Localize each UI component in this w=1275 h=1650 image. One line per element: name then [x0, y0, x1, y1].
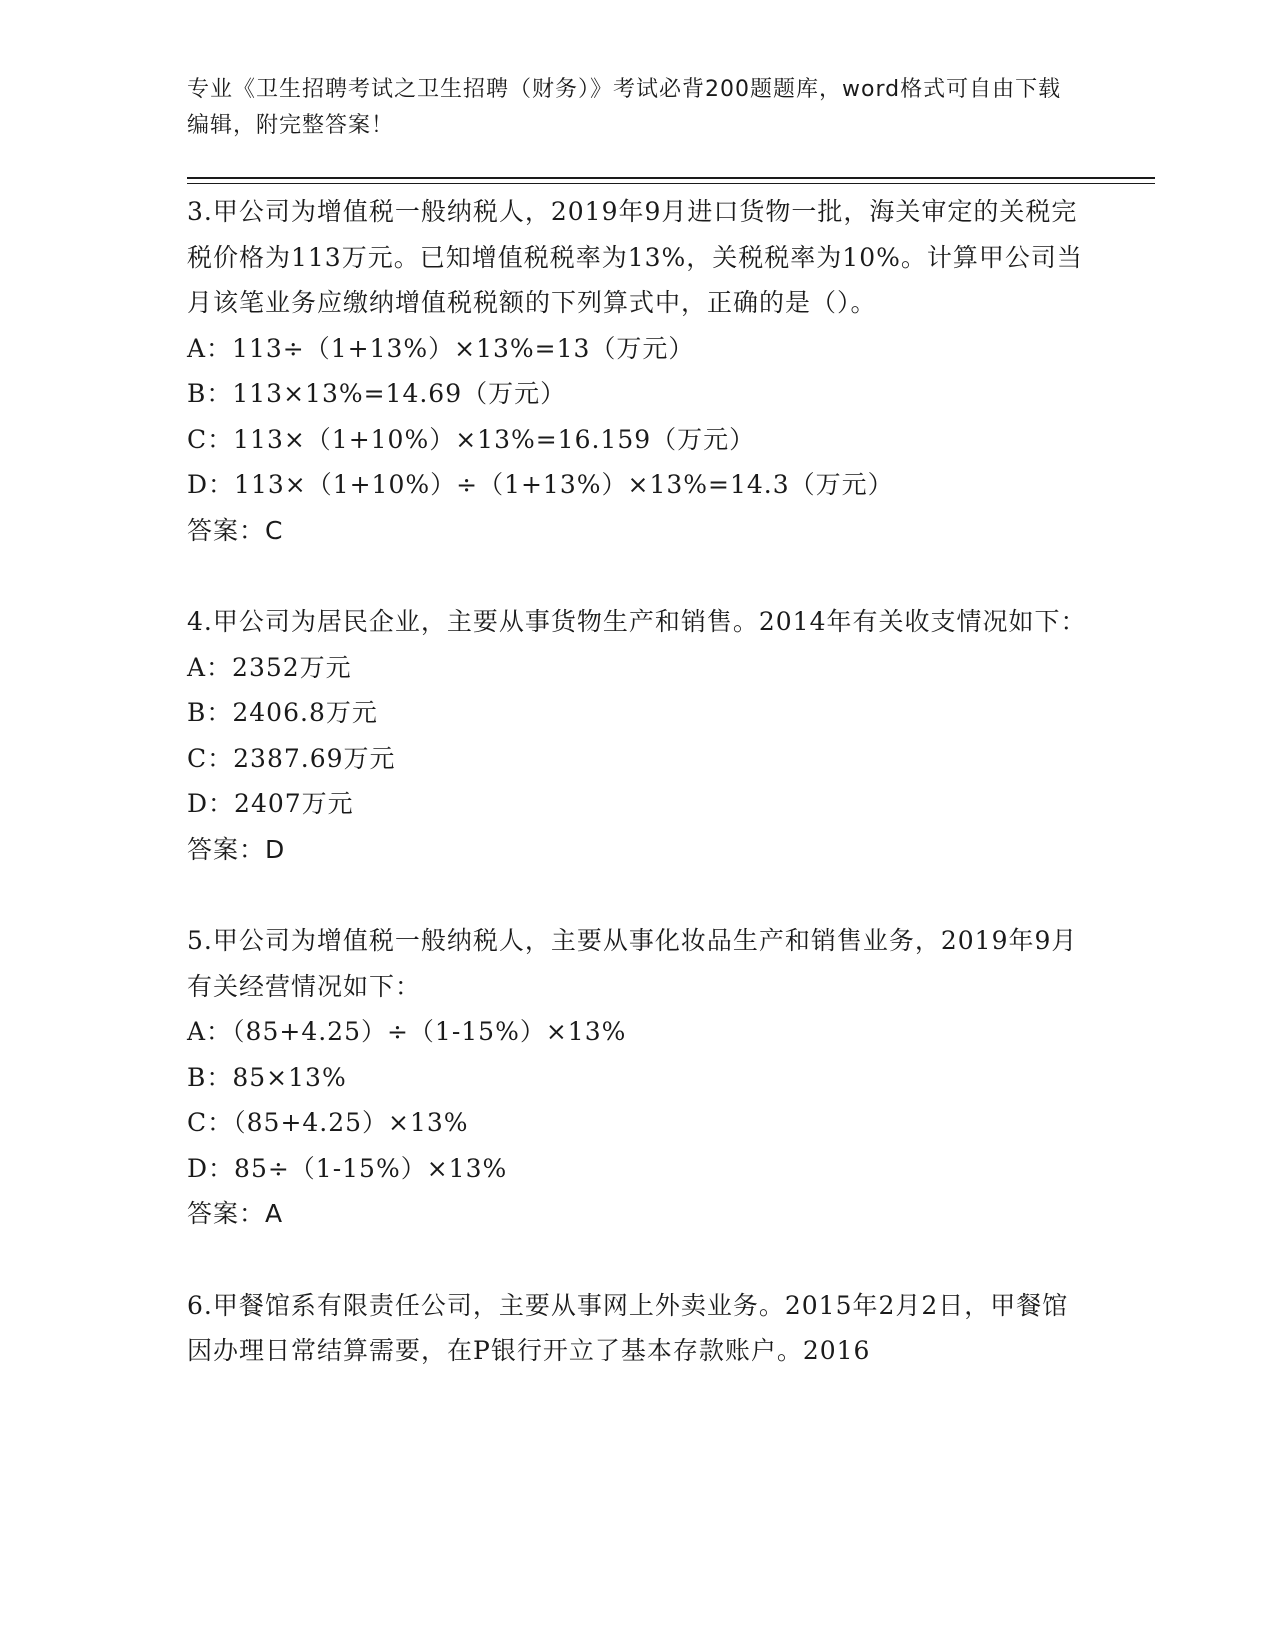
header-divider-thin	[187, 183, 1155, 184]
question-text: 5.甲公司为增值税一般纳税人，主要从事化妆品生产和销售业务，2019年9月有关经营情况如下：	[187, 926, 1078, 1001]
option-d: D：85÷（1-15%）×13%	[187, 1153, 508, 1183]
option-c: C：113×（1+10%）×13%=16.159（万元）	[187, 424, 756, 454]
option-a: A：2352万元	[187, 652, 352, 682]
header-divider-thick	[187, 177, 1155, 179]
question-5	[187, 918, 1087, 1237]
answer-label: 答案：A	[187, 1199, 284, 1228]
answer-label: 答案：D	[187, 834, 286, 864]
option-c: C：（85+4.25）×13%	[187, 1108, 469, 1137]
option-a: A：113÷（1+13%）×13%=13（万元）	[187, 333, 695, 363]
option-b: B：85×13%	[187, 1062, 347, 1092]
question-4	[187, 599, 1087, 872]
question-text: 6.甲餐馆系有限责任公司，主要从事网上外卖业务。2015年2月2日，甲餐馆因办理日常结算需要，在P银行开立了基本存款账户。2016	[187, 1290, 1069, 1365]
option-d: D：2407万元	[187, 789, 354, 818]
answer-label: 答案：C	[187, 515, 284, 545]
question-text: 3.甲公司为增值税一般纳税人，2019年9月进口货物一批，海关审定的关税完税价格为113万元。已知增值税税率为13%，关税税率为10%。计算甲公司当月该笔业务应缴纳增值税税额的下列算式中，正确的是（）。	[187, 197, 1083, 317]
option-a: A：（85+4.25）÷（1-15%）×13%	[187, 1017, 627, 1046]
question-text: 4.甲公司为居民企业，主要从事货物生产和销售。2014年有关收支情况如下：	[187, 607, 1087, 636]
document-title: 专业《卫生招聘考试之卫生招聘（财务）》考试必背200题题库，word格式可自由下载编辑，附完整答案！	[187, 77, 1062, 138]
option-d: D：113×（1+10%）÷（1+13%）×13%=14.3（万元）	[187, 470, 894, 499]
option-b: B：113×13%=14.69（万元）	[187, 379, 567, 408]
question-6	[187, 1283, 1087, 1374]
question-list	[187, 189, 1087, 1420]
document-header	[187, 72, 1077, 144]
option-b: B：2406.8万元	[187, 698, 378, 727]
question-3	[187, 189, 1087, 553]
option-c: C：2387.69万元	[187, 743, 396, 773]
